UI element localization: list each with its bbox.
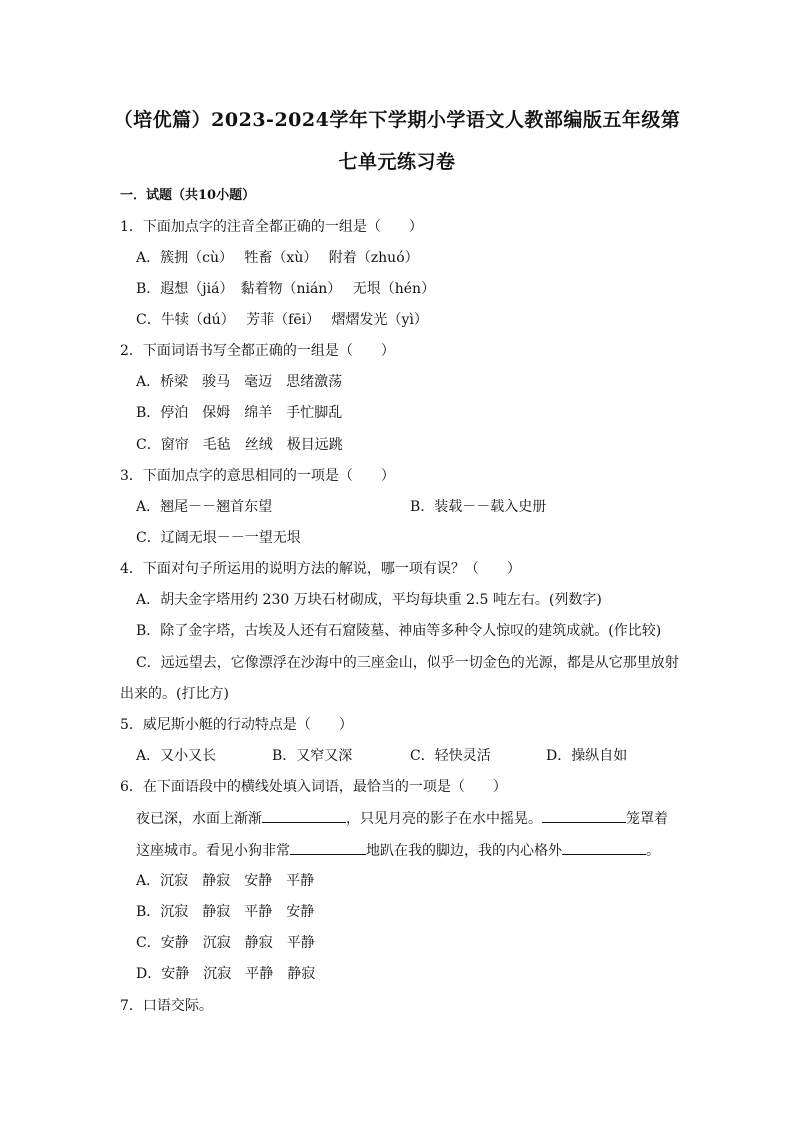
passage-text: 夜已深，水面上渐渐	[136, 811, 262, 827]
passage-text: 。	[646, 843, 660, 859]
fill-blank-4	[562, 840, 646, 855]
document-title-line-1: （培优篇）2023-2024学年下学期小学语文人教部编版五年级第	[113, 109, 681, 131]
question-2-stem: 2．下面词语书写全都正确的一组是（ ）	[120, 343, 395, 359]
fill-blank-3	[290, 840, 366, 855]
question-3-option-b: B．装载－－载入史册	[410, 499, 547, 515]
question-5-option-a: A．又小又长	[136, 748, 217, 764]
question-2-option-b: B．停泊 保姆 绵羊 手忙脚乱	[136, 405, 343, 421]
question-1-stem: 1．下面加点字的注音全都正确的一组是（ ）	[120, 219, 423, 235]
question-4-stem: 4．下面对句子所运用的说明方法的解说，哪一项有误？（ ）	[120, 561, 521, 577]
question-5-stem: 5．威尼斯小艇的行动特点是（ ）	[120, 717, 353, 733]
question-5-option-d: D．操纵自如	[546, 748, 628, 764]
question-4-option-b: B．除了金字塔，古埃及人还有石窟陵墓、神庙等多种令人惊叹的建筑成就。(作比较)	[136, 623, 662, 639]
passage-text: 地趴在我的脚边，我的内心格外	[366, 843, 562, 859]
passage-text: 这座城市。看见小狗非常	[136, 843, 290, 859]
document-title-line-2: 七单元练习卷	[338, 151, 456, 173]
question-2-option-a: A．桥梁 骏马 毫迈 思绪激荡	[136, 374, 343, 390]
question-4-option-c-line-1: C．远远望去，它像漂浮在沙海中的三座金山，似乎一切金色的光源，都是从它那里放射	[136, 655, 679, 671]
question-6-option-a: A．沉寂 静寂 安静 平静	[136, 873, 315, 889]
question-5-option-b: B．又窄又深	[272, 748, 353, 764]
question-6-option-c: C．安静 沉寂 静寂 平静	[136, 935, 315, 951]
section-heading: 一．试题（共10小题）	[120, 188, 256, 203]
passage-text: ，只见月亮的影子在水中摇晃。	[346, 811, 542, 827]
question-5-option-c: C．轻快灵活	[410, 748, 491, 764]
question-6-option-b: B．沉寂 静寂 平静 安静	[136, 904, 315, 920]
question-1-option-b: B．遐想（jiá） 黏着物（nián） 无垠（hén）	[136, 281, 436, 297]
question-1-option-c: C．牛犊（dú） 芳菲（fēi） 熠熠发光（yì）	[136, 312, 428, 328]
question-3-option-c: C．辽阔无垠－－一望无垠	[136, 530, 301, 546]
question-7-stem: 7．口语交际。	[120, 998, 213, 1014]
fill-blank-1	[262, 808, 346, 823]
question-6-stem: 6．在下面语段中的横线处填入词语，最恰当的一项是（ ）	[120, 779, 507, 795]
question-4-option-a: A．胡夫金字塔用约 230 万块石材砌成，平均每块重 2.5 吨左右。(列数字)	[136, 592, 602, 608]
question-3-option-a: A．翘尾－－翘首东望	[136, 499, 273, 515]
question-6-passage-line-2	[136, 840, 660, 861]
question-1-option-a: A．簇拥（cù） 牲畜（xù） 附着（zhuó）	[136, 250, 419, 266]
question-6-passage-line-1	[136, 808, 668, 829]
question-6-option-d: D．安静 沉寂 平静 静寂	[136, 966, 316, 982]
question-2-option-c: C．窗帘 毛毡 丝绒 极目远跳	[136, 437, 343, 453]
fill-blank-2	[542, 808, 626, 823]
passage-text: 笼罩着	[626, 811, 668, 827]
question-3-stem: 3．下面加点字的意思相同的一项是（ ）	[120, 468, 395, 484]
question-4-option-c-line-2: 出来的。(打比方)	[120, 686, 229, 702]
